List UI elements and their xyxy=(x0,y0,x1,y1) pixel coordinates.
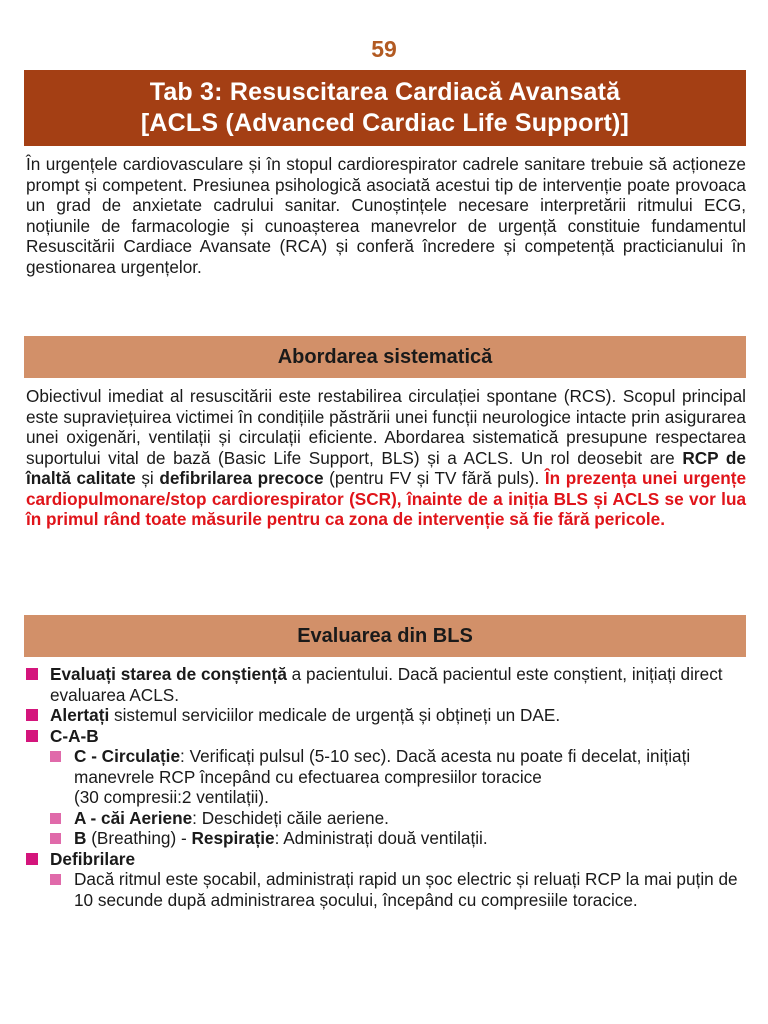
list-item-constienta xyxy=(26,664,746,705)
item-bold: C - Circulație xyxy=(74,746,181,766)
item-bold: Defibrilare xyxy=(50,848,136,869)
square-bullet-icon xyxy=(50,751,61,762)
sub-item-cai-aeriene xyxy=(26,808,746,829)
item-bold: B xyxy=(74,828,87,848)
item-text: Dacă ritmul este șocabil, administrați rapid un șoc electric și reluați RCP la mai puțin de 10 secunde după administrarea șocului, începând cu compresiile toracice. xyxy=(74,869,738,910)
square-bullet-icon xyxy=(26,730,38,742)
list-item-defibrilare xyxy=(26,849,746,870)
sub-item-circulatie xyxy=(26,746,746,808)
objective-text-3: (pentru FV și TV fără puls). xyxy=(323,468,545,488)
objective-text-2: și xyxy=(135,468,160,488)
item-text: : Verificați pulsul (5-10 sec). Dacă acesta nu poate fi decelat, inițiați manevrele RCP începând cu efectuarea compresiilor toracice xyxy=(74,746,691,787)
item-text: : Deschideți căile aeriene. xyxy=(192,807,389,828)
intro-paragraph: În urgențele cardiovasculare și în stopul cardiorespirator cadrele sanitare trebuie să acționeze prompt și competent. Presiunea psihologică asociată acestui tip de intervenție poate provoaca un grad de anxietate cadrului sanitar. Cunoștințele necesare interpretării ritmului ECG, noțiunile de farmacologie și cunoașterea manevrelor de urgență constituie fundamentul Resuscitării Cardiace Avansate (RCA) și conferă încredere și competență practicianului în gestionarea urgențelor. xyxy=(26,154,746,277)
item-bold: Alertați xyxy=(50,705,110,725)
title-line-1: Tab 3: Resuscitarea Cardiacă Avansată xyxy=(149,78,621,106)
sub-item-soc-electric xyxy=(26,869,746,910)
bls-steps-list xyxy=(26,664,746,910)
objective-paragraph xyxy=(26,386,746,530)
title-line-2: [ACLS (Advanced Cardiac Life Support)] xyxy=(140,109,630,137)
square-bullet-icon xyxy=(26,668,38,680)
list-item-cab xyxy=(26,726,746,747)
item-bold: Evaluați starea de conștiență xyxy=(50,664,287,684)
square-bullet-icon xyxy=(26,709,38,721)
table-title-banner xyxy=(24,70,746,146)
objective-text-1: Obiectivul imediat al resuscitării este restabilirea circulației spontane (RCS). Scopul principal este supraviețuirea victimei în condițiile păstrării unei funcții neurologice intacte prin asigurarea unei oxigenări, ventilații și circulații eficiente. Abordarea sistematică presupune respectarea suportului vital de bază (Basic Life Support, BLS) și a ACLS. Un rol deosebit are xyxy=(26,386,746,468)
square-bullet-icon xyxy=(50,813,61,824)
list-item-alertati xyxy=(26,705,746,726)
item-text-extra: (30 compresii:2 ventilații). xyxy=(74,787,269,807)
item-bold-2: Respirație xyxy=(191,828,275,848)
item-text: a pacientului. Dacă pacientul este conștient, inițiați direct evaluarea ACLS. xyxy=(50,664,723,705)
item-text: sistemul serviciilor medicale de urgență și obțineți un DAE. xyxy=(109,705,561,725)
objective-bold-defibrilare: defibrilarea precoce xyxy=(159,468,324,488)
item-text-2: : Administrați două ventilații. xyxy=(274,828,488,848)
square-bullet-icon xyxy=(50,833,61,844)
sub-item-respiratie xyxy=(26,828,746,849)
square-bullet-icon xyxy=(50,874,61,885)
page-number: 59 xyxy=(371,36,397,62)
item-bold: A - căi Aeriene xyxy=(74,807,193,828)
item-text: (Breathing) - xyxy=(86,828,192,848)
objective-bold-rcp: RCP de înaltă calitate xyxy=(26,447,746,488)
square-bullet-icon xyxy=(26,853,38,865)
section-heading-evaluarea: Evaluarea din BLS xyxy=(24,615,746,657)
safety-warning: În prezența unei urgențe cardiopulmonare/stop cardiorespirator (SCR), înainte de a iniția BLS și ACLS se vor lua în primul rând toate măsurile pentru ca zona de intervenție să fie fără pericole. xyxy=(26,468,747,529)
section-heading-abordarea: Abordarea sistematică xyxy=(24,336,746,378)
item-bold: C-A-B xyxy=(50,725,99,746)
